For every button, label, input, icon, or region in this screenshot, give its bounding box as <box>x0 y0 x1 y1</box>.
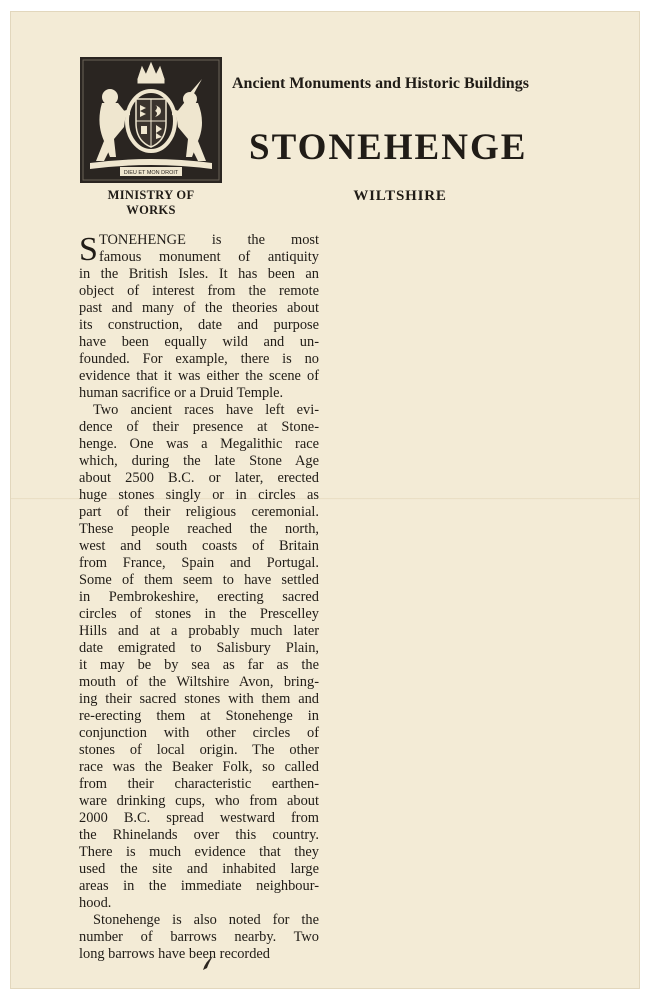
text-line: TONEHENGE is the most <box>99 232 319 248</box>
text-line: circles of stones in the Prescelley <box>79 606 319 622</box>
text-line: stones of local origin. The other <box>79 742 319 758</box>
text-line: date emigrated to Salisbury Plain, <box>79 640 319 656</box>
drop-cap: S <box>79 231 98 268</box>
text-line: Hills and at a probably much later <box>79 623 319 639</box>
text-line: henge. One was a Megalithic race <box>79 436 319 452</box>
text-line: about 2500 B.C. or later, erected <box>79 470 319 486</box>
text-line: huge stones singly or in circles as <box>79 487 319 503</box>
text-line: used the site and inhabited large <box>79 861 319 877</box>
county-subtitle: WILTSHIRE <box>353 188 447 204</box>
text-line: There is much evidence that they <box>79 844 319 860</box>
text-line: its construction, date and purpose <box>79 317 319 333</box>
text-line: in Pembrokeshire, erecting sacred <box>79 589 319 605</box>
text-line: re-erecting them at Stonehenge in <box>79 708 319 724</box>
text-line: long barrows have been recorded <box>79 946 270 962</box>
text-line: mouth of the Wiltshire Avon, bring- <box>79 674 319 690</box>
text-line: in the British Isles. It has been an <box>79 266 319 282</box>
crest-motto: DIEU ET MON DROIT <box>123 170 179 176</box>
text-line: object of interest from the remote <box>79 283 319 299</box>
text-line: have been equally wild and un- <box>79 334 319 350</box>
ministry-label <box>80 188 222 218</box>
text-line: hood. <box>79 895 112 911</box>
text-line: west and south coasts of Britain <box>79 538 319 554</box>
text-line: from their characteristic earthen- <box>79 776 319 792</box>
royal-coat-of-arms <box>80 57 222 183</box>
text-line: areas in the immediate neighbour- <box>79 878 319 894</box>
text-line: Some of them seem to have settled <box>79 572 319 588</box>
text-line: These people reached the north, <box>79 521 319 537</box>
text-line: race was the Beaker Folk, so called <box>79 759 319 775</box>
text-line: human sacrifice or a Druid Temple. <box>79 385 284 401</box>
text-line: ware drinking cups, who from about <box>79 793 319 809</box>
text-line: 2000 B.C. spread westward from <box>79 810 319 826</box>
text-line: evidence that it was either the scene of <box>79 368 319 384</box>
text-line: Two ancient races have left evi- <box>93 402 319 418</box>
text-line: past and many of the theories about <box>79 300 319 316</box>
text-line: conjunction with other circles of <box>79 725 319 741</box>
text-line: ing their sacred stones with them and <box>79 691 319 707</box>
text-line: from France, Spain and Portugal. <box>79 555 319 571</box>
text-line: Stonehenge is also noted for the <box>93 912 319 928</box>
text-line: part of their religious ceremonial. <box>79 504 319 520</box>
ink-mark <box>197 952 221 972</box>
text-line: which, during the late Stone Age <box>79 453 319 469</box>
text-line: the Rhinelands over this country. <box>79 827 319 843</box>
text-line: it may be by sea as far as the <box>79 657 319 673</box>
ministry-line-1: MINISTRY OF <box>107 188 195 202</box>
text-line: number of barrows nearby. Two <box>79 929 319 945</box>
text-line: famous monument of antiquity <box>99 249 319 265</box>
page-title: STONEHENGE <box>249 127 528 168</box>
series-heading: Ancient Monuments and Historic Buildings <box>232 75 529 92</box>
ministry-line-2: WORKS <box>126 203 176 217</box>
left-text-column <box>79 232 319 963</box>
text-line: founded. For example, there is no <box>79 351 319 367</box>
text-line: dence of their presence at Stone- <box>79 419 319 435</box>
